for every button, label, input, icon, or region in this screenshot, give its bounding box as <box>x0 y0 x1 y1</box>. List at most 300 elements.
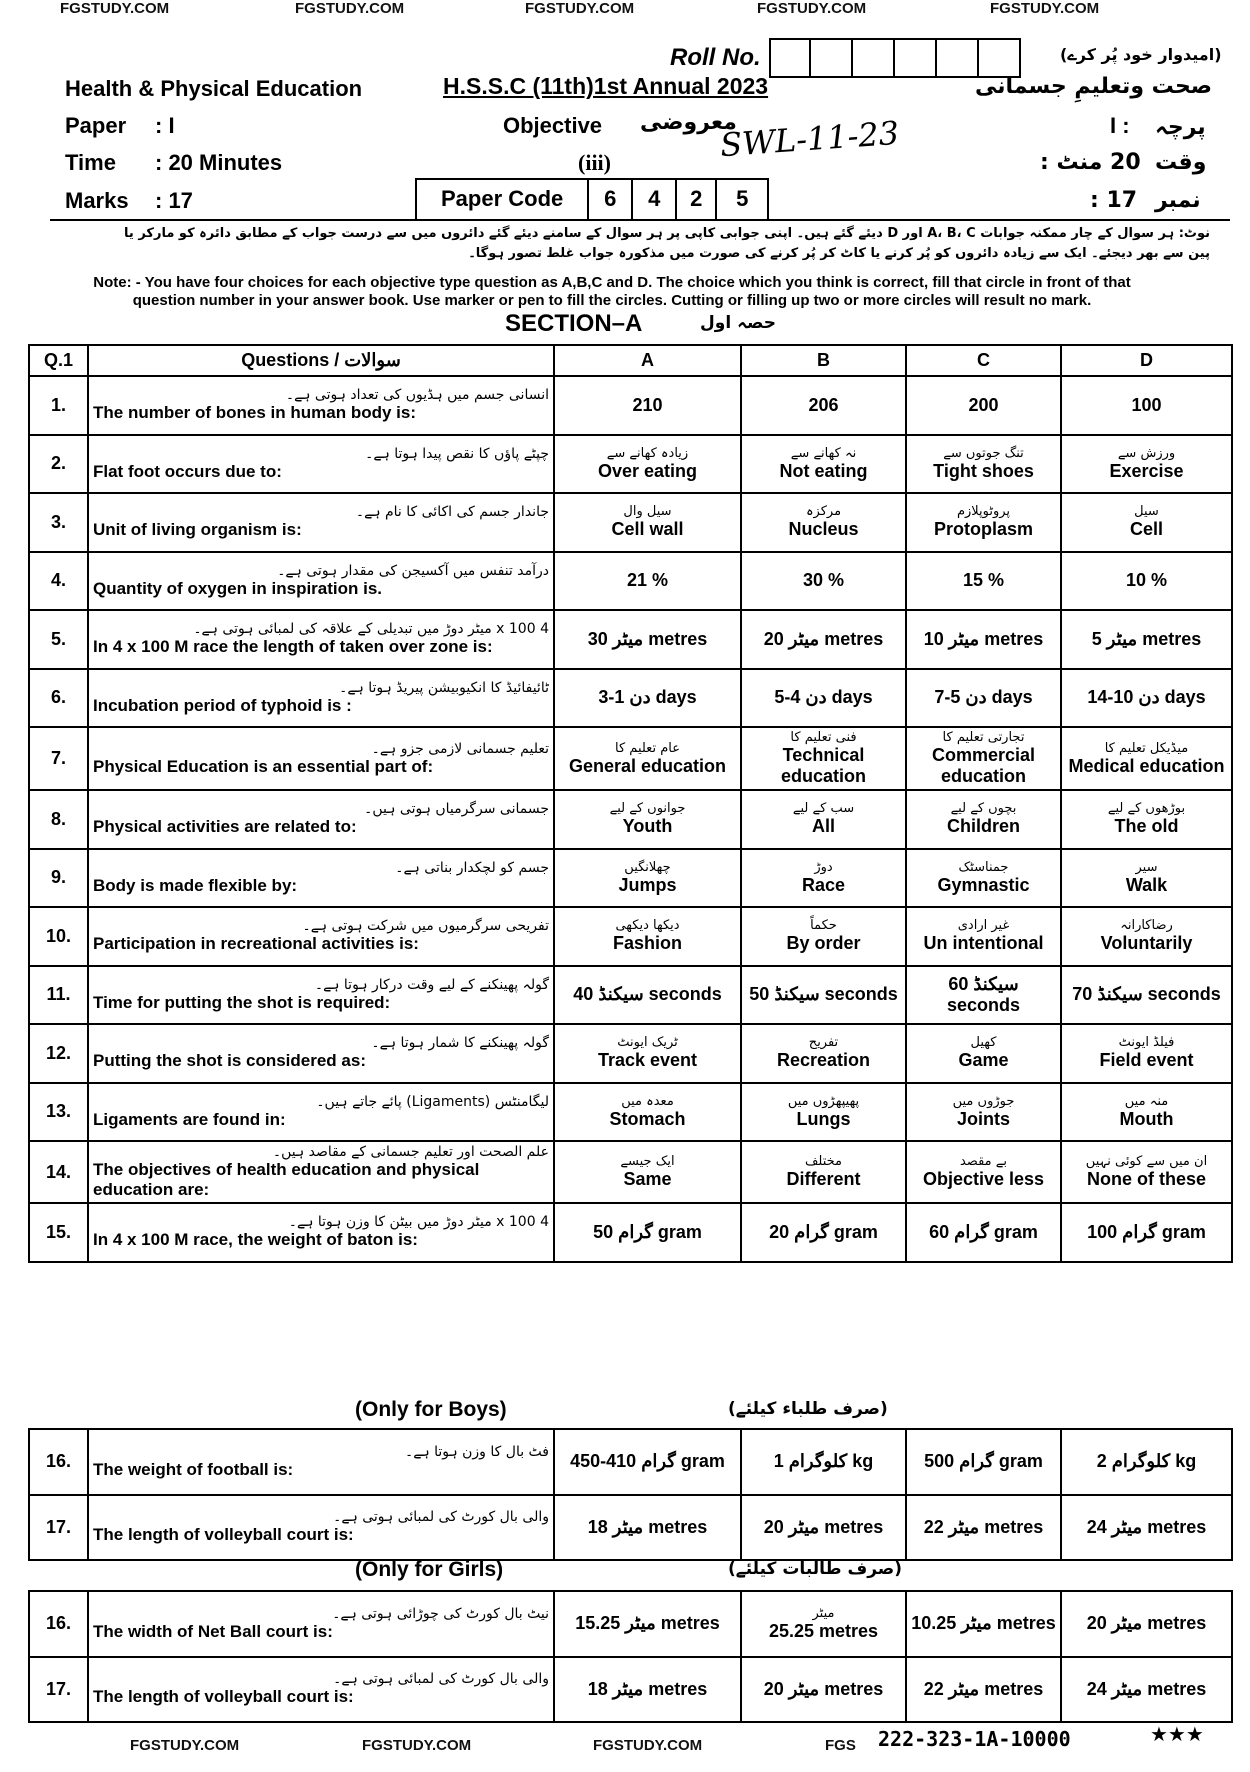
option-d <box>1061 790 1232 849</box>
boys-title-ur: (صرف طلباء کیلئے) <box>728 1399 888 1419</box>
subject-ur: صحت وتعلیمِ جسمانی <box>975 74 1213 99</box>
option-urdu: کھیل <box>970 1035 997 1051</box>
option-a <box>554 493 741 552</box>
option-urdu: رضاکارانہ <box>1120 918 1173 934</box>
option-urdu: دوڑ <box>814 859 833 875</box>
question-row <box>29 849 1232 908</box>
option-b <box>741 1141 906 1203</box>
footer-watermark: FGSTUDY.COM <box>130 1737 240 1754</box>
option-text: Lungs <box>796 1108 851 1129</box>
option-urdu: تنگ جوتوں سے <box>943 445 1024 461</box>
option-text: Joints <box>956 1108 1010 1129</box>
option-c <box>906 493 1061 552</box>
option-text: 30 % <box>802 570 845 591</box>
question-number: 4. <box>29 552 88 611</box>
question-text <box>88 790 554 849</box>
option-a <box>554 1203 741 1262</box>
option-b <box>741 669 906 728</box>
question-urdu: تفریحی سرگرمیوں میں شرکت ہوتی ہے۔ <box>302 918 549 935</box>
option-text: Cell wall <box>611 519 684 540</box>
option-text: Voluntarily <box>1100 933 1193 954</box>
option-text: دن 5-7 days <box>934 687 1033 708</box>
option-b <box>741 610 906 669</box>
question-urdu: گولہ پھینکنے کے لیے وقت درکار ہوتا ہے۔ <box>314 976 549 993</box>
option-text: گرام 50 gram <box>593 1221 702 1242</box>
question-english: Time for putting the shot is required: <box>93 992 391 1012</box>
option-b <box>741 849 906 908</box>
question-text <box>88 1591 554 1657</box>
option-text: Recreation <box>776 1050 871 1071</box>
option-d <box>1061 727 1232 790</box>
boys-title: (Only for Boys) <box>355 1398 507 1421</box>
paper-value: : I <box>155 113 175 138</box>
option-text: Tight shoes <box>933 460 1034 481</box>
option-d <box>1061 669 1232 728</box>
section-title-ur: حصہ اول <box>700 313 777 333</box>
option-urdu: مرکزہ <box>805 504 842 520</box>
question-english: In 4 x 100 M race, the weight of baton is: <box>93 1230 418 1250</box>
option-b <box>741 1203 906 1262</box>
question-english: Ligaments are found in: <box>93 1109 286 1129</box>
option-c <box>906 669 1061 728</box>
option-b <box>741 552 906 611</box>
question-text <box>88 435 554 494</box>
option-b <box>741 1495 906 1561</box>
option-text: Fashion <box>612 933 682 954</box>
question-number: 1. <box>29 376 88 435</box>
option-text: Track event <box>597 1050 698 1071</box>
option-text: میٹر 18 metres <box>587 1516 708 1537</box>
option-text: دن 4-5 days <box>774 687 873 708</box>
option-text: Children <box>946 816 1020 837</box>
option-c <box>906 966 1061 1025</box>
paper-ur-value: I : <box>1110 113 1130 138</box>
option-text: کلوگرام 2 kg <box>1096 1451 1197 1472</box>
question-urdu: والی بال کورٹ کی لمبائی ہوتی ہے۔ <box>333 1671 549 1688</box>
watermark: FGSTUDY.COM <box>60 0 170 17</box>
option-text: سیکنڈ 70 seconds <box>1072 984 1221 1005</box>
option-text: گرام 60 gram <box>929 1221 1038 1242</box>
watermark: FGSTUDY.COM <box>295 0 405 17</box>
option-text: گرام 100 gram <box>1087 1221 1206 1242</box>
question-row <box>29 376 1232 435</box>
option-text: General education <box>568 755 727 776</box>
question-english: Physical activities are related to: <box>93 817 357 837</box>
option-a <box>554 727 741 790</box>
question-urdu: ٹائیفائیڈ کا انکیوبیشن پیریڈ ہوتا ہے۔ <box>339 679 549 696</box>
option-urdu: تجارتی تعلیم کا <box>942 730 1025 745</box>
question-row <box>29 1203 1232 1262</box>
option-d <box>1061 610 1232 669</box>
objective-ur: معروضی <box>640 110 737 135</box>
question-english: The weight of football is: <box>93 1459 294 1479</box>
question-row <box>29 669 1232 728</box>
paper-ur: پرچہ <box>1155 115 1206 140</box>
header-a: A <box>554 345 741 376</box>
option-a <box>554 1083 741 1142</box>
option-text: میٹر 24 metres <box>1086 1516 1207 1537</box>
question-english: The length of volleyball court is: <box>93 1525 354 1545</box>
option-b <box>741 1657 906 1723</box>
question-english: In 4 x 100 M race the length of taken over zone is: <box>93 637 493 657</box>
header-b: B <box>741 345 906 376</box>
paper-code-digit: 2 <box>677 180 717 220</box>
option-urdu: زیادہ کھانے سے <box>606 445 689 461</box>
roll-number <box>670 38 1021 78</box>
question-english: The objectives of health education and physical education are: <box>93 1160 480 1199</box>
option-text: Different <box>786 1169 861 1189</box>
option-d <box>1061 552 1232 611</box>
option-d <box>1061 1203 1232 1262</box>
question-english: Quantity of oxygen in inspiration is. <box>93 578 383 598</box>
question-text <box>88 1083 554 1142</box>
option-text: Exercise <box>1109 460 1184 481</box>
option-text: Nucleus <box>788 519 859 540</box>
option-a <box>554 1657 741 1723</box>
option-a <box>554 907 741 966</box>
header-d: D <box>1061 345 1232 376</box>
option-urdu: پروٹوپلازم <box>956 504 1011 520</box>
question-number: 12. <box>29 1024 88 1083</box>
option-urdu: حکماً <box>810 918 837 934</box>
question-urdu: والی بال کورٹ کی لمبائی ہوتی ہے۔ <box>333 1509 549 1526</box>
option-text: Not eating <box>779 460 868 481</box>
time-ur-value: 20 منٹ : <box>1040 150 1141 175</box>
header-qno: Q.1 <box>29 345 88 376</box>
option-text: میٹر 22 metres <box>923 1516 1044 1537</box>
option-urdu: سیل <box>1134 504 1159 520</box>
option-text: دن 10-14 days <box>1087 687 1206 708</box>
header-c: C <box>906 345 1061 376</box>
option-text: کلوگرام 1 kg <box>773 1451 874 1472</box>
question-urdu: چپٹے پاؤں کا نقص پیدا ہوتا ہے۔ <box>365 445 549 462</box>
question-text <box>88 669 554 728</box>
option-d <box>1061 1141 1232 1203</box>
question-row <box>29 966 1232 1025</box>
question-number: 8. <box>29 790 88 849</box>
option-c <box>906 727 1061 790</box>
option-c <box>906 849 1061 908</box>
question-number: 14. <box>29 1141 88 1203</box>
option-text: 15 % <box>962 570 1005 591</box>
option-a <box>554 610 741 669</box>
option-text: میٹر 20 metres <box>763 1678 884 1699</box>
note-urdu: نوٹ: ہر سوال کے چار ممکنہ جوابات A، B، C اور D دیئے گئے ہیں۔ اپنی جوابی کاپی پر ہر سوال کے سامنے دیئے گئے دائروں میں سے درست جواب کے مطابق دائرہ کو مارکر یا پین سے بھر دیجئے۔ ایک سے زیادہ دائروں کو پُر کرنے یا کاٹ کر پُر کرنے کی صورت میں مذکورہ جواب غلط تصور ہوگا۔ <box>124 226 1210 261</box>
option-urdu: بے مقصد <box>959 1154 1007 1169</box>
option-d <box>1061 907 1232 966</box>
option-c <box>906 1203 1061 1262</box>
marks-label: Marks <box>65 188 129 213</box>
option-b <box>741 435 906 494</box>
option-c <box>906 1083 1061 1142</box>
option-c <box>906 907 1061 966</box>
option-text: Mouth <box>1119 1108 1174 1129</box>
option-text: By order <box>786 933 861 954</box>
option-text: The old <box>1114 816 1179 837</box>
option-urdu: ورزش سے <box>1117 445 1176 461</box>
question-number: 11. <box>29 966 88 1025</box>
option-text: 21 % <box>626 570 669 591</box>
option-c <box>906 1141 1061 1203</box>
paper-code-box <box>415 178 769 220</box>
option-d <box>1061 1495 1232 1561</box>
option-text: Objective less <box>922 1169 1045 1189</box>
option-d <box>1061 1024 1232 1083</box>
option-urdu: چھلانگیں <box>624 859 671 875</box>
question-urdu: علم الصحت اور تعلیم جسمانی کے مقاصد ہیں۔ <box>272 1144 549 1160</box>
question-english: Putting the shot is considered as: <box>93 1051 366 1071</box>
option-urdu: جوانوں کے لیے <box>609 801 686 817</box>
question-urdu: لیگامنٹس (Ligaments) پائے جاتے ہیں۔ <box>316 1093 549 1110</box>
option-urdu: بچوں کے لیے <box>950 801 1017 817</box>
option-text: 100 <box>1131 394 1162 415</box>
question-number: 17. <box>29 1657 88 1723</box>
question-row <box>29 907 1232 966</box>
option-text: Protoplasm <box>933 519 1034 540</box>
footer-watermark: FGS <box>825 1737 856 1754</box>
option-c <box>906 1591 1061 1657</box>
option-text: گرام 410-450 gram <box>570 1451 725 1472</box>
question-row <box>29 1591 1232 1657</box>
option-urdu: معدہ میں <box>621 1093 674 1109</box>
option-a <box>554 376 741 435</box>
option-text: میٹر 22 metres <box>923 1678 1044 1699</box>
option-c <box>906 1657 1061 1723</box>
option-text: None of these <box>1086 1169 1206 1189</box>
question-urdu: جاندار جسم کی اکائی کا نام ہے۔ <box>355 504 549 521</box>
option-text: Un intentional <box>923 933 1044 954</box>
option-b <box>741 966 906 1025</box>
option-c <box>906 1024 1061 1083</box>
question-text <box>88 493 554 552</box>
option-text: Jumps <box>618 874 677 895</box>
option-urdu: فیلڈ ایونٹ <box>1118 1035 1175 1051</box>
option-d <box>1061 1083 1232 1142</box>
question-text <box>88 610 554 669</box>
girls-table <box>28 1590 1233 1723</box>
option-urdu: دیکھا دیکھی <box>615 918 680 934</box>
roll-label: Roll No. <box>670 44 761 71</box>
option-c <box>906 552 1061 611</box>
question-row <box>29 790 1232 849</box>
question-number: 13. <box>29 1083 88 1142</box>
option-urdu: سب کے لیے <box>792 801 855 817</box>
question-urdu: نیٹ بال کورٹ کی چوڑائی ہوتی ہے۔ <box>332 1605 549 1622</box>
option-b <box>741 907 906 966</box>
option-b <box>741 1591 906 1657</box>
marks-ur: نمبر <box>1155 188 1201 213</box>
option-a <box>554 552 741 611</box>
option-text: میٹر 10 metres <box>923 628 1044 649</box>
paper-code-digit: 6 <box>589 180 633 220</box>
footer-watermark: FGSTUDY.COM <box>593 1737 703 1754</box>
girls-title-ur: (صرف طالبات کیلئے) <box>728 1559 902 1579</box>
option-c <box>906 790 1061 849</box>
question-urdu: گولہ پھینکنے کا شمار ہوتا ہے۔ <box>371 1035 549 1052</box>
question-english: Physical Education is an essential part of: <box>93 756 434 776</box>
question-text <box>88 1141 554 1203</box>
question-urdu: جسمانی سرگرمیاں ہوتی ہیں۔ <box>364 801 549 818</box>
option-text: All <box>811 816 835 837</box>
paper-code-label: Paper Code <box>417 180 589 220</box>
option-text: Walk <box>1125 874 1168 895</box>
question-text <box>88 966 554 1025</box>
question-english: The number of bones in human body is: <box>93 403 417 423</box>
option-urdu: ایک جیسے <box>620 1154 675 1169</box>
paper-serial-code: 222-323-1A-10000 <box>878 1727 1071 1751</box>
question-english: The length of volleyball court is: <box>93 1687 354 1707</box>
exam-title: H.S.S.C (11th)1st Annual 2023 <box>443 73 769 99</box>
option-text: میٹر 15.25 metres <box>575 1613 720 1634</box>
option-text: Medical education <box>1068 755 1225 776</box>
question-english: Unit of living organism is: <box>93 520 302 540</box>
option-text: Stomach <box>609 1108 686 1129</box>
header-questions: Questions / سوالات <box>88 345 554 376</box>
watermark: FGSTUDY.COM <box>757 0 867 17</box>
question-row <box>29 1083 1232 1142</box>
question-row <box>29 552 1232 611</box>
question-number: 9. <box>29 849 88 908</box>
girls-title: (Only for Girls) <box>355 1558 504 1581</box>
option-text: میٹر 20 metres <box>763 1516 884 1537</box>
marks-value: : 17 <box>155 188 193 213</box>
question-number: 15. <box>29 1203 88 1262</box>
marks-ur-value: 17 : <box>1090 188 1138 213</box>
section-title: SECTION–A <box>505 310 643 337</box>
question-urdu: فٹ بال کا وزن ہوتا ہے۔ <box>405 1443 549 1460</box>
question-row <box>29 1429 1232 1495</box>
option-text: Game <box>958 1050 1009 1071</box>
option-d <box>1061 1657 1232 1723</box>
option-text: Race <box>801 874 846 895</box>
question-row <box>29 1141 1232 1203</box>
question-urdu: تعلیم جسمانی لازمی جزو ہے۔ <box>371 740 549 757</box>
handwritten-code: SWL-11-23 <box>718 113 901 165</box>
question-text <box>88 727 554 790</box>
stars: ★★★ <box>1150 1724 1204 1746</box>
option-text: میٹر 30 metres <box>587 628 708 649</box>
question-number: 16. <box>29 1429 88 1495</box>
option-c <box>906 435 1061 494</box>
set-number: (iii) <box>578 150 611 175</box>
option-d <box>1061 966 1232 1025</box>
option-text: Cell <box>1129 519 1163 540</box>
option-urdu: نہ کھانے سے <box>790 445 857 461</box>
option-urdu: پھیپھڑوں میں <box>787 1093 860 1109</box>
option-c <box>906 376 1061 435</box>
option-a <box>554 790 741 849</box>
option-b <box>741 376 906 435</box>
option-urdu: عام تعلیم کا <box>615 740 680 756</box>
option-text: سیکنڈ 40 seconds <box>573 984 722 1005</box>
option-text: Commercial education <box>931 745 1036 786</box>
option-text: Gymnastic <box>937 874 1030 895</box>
option-urdu: مختلف <box>804 1154 843 1169</box>
note-english: Note: - You have four choices for each objective type question as A,B,C and D. The choice which you think is correct, fill that circle in front of that question number in your answer book. Use marker or pen to fill the circles. Cutting or filling up two or more circles will result no mark. <box>93 274 1131 309</box>
question-text <box>88 552 554 611</box>
question-english: Incubation period of typhoid is : <box>93 695 352 715</box>
question-text <box>88 1203 554 1262</box>
question-row <box>29 493 1232 552</box>
questions-table <box>28 344 1233 1263</box>
divider <box>50 219 1230 221</box>
question-row <box>29 1024 1232 1083</box>
question-row <box>29 1495 1232 1561</box>
option-urdu: جوڑوں میں <box>952 1093 1015 1109</box>
option-c <box>906 610 1061 669</box>
option-urdu: بوڑھوں کے لیے <box>1107 801 1186 817</box>
option-urdu: غیر ارادی <box>957 918 1010 934</box>
option-a <box>554 1141 741 1203</box>
option-a <box>554 435 741 494</box>
question-number: 10. <box>29 907 88 966</box>
option-c <box>906 1429 1061 1495</box>
question-urdu: 4 x 100 میٹر دوڑ میں بیٹن کا وزن ہوتا ہے۔ <box>288 1214 549 1231</box>
question-text <box>88 376 554 435</box>
option-urdu: ان میں سے کوئی نہیں <box>1085 1154 1208 1169</box>
option-b <box>741 493 906 552</box>
roll-note: (امیدوار خود پُر کرے) <box>1060 45 1222 64</box>
question-english: Body is made flexible by: <box>93 875 298 895</box>
option-c <box>906 1495 1061 1561</box>
paper-code-digit: 5 <box>736 186 749 211</box>
option-b <box>741 790 906 849</box>
option-text: میٹر 18 metres <box>587 1678 708 1699</box>
roll-boxes[interactable] <box>769 38 1021 78</box>
paper-label: Paper <box>65 113 127 138</box>
option-b <box>741 1083 906 1142</box>
question-row <box>29 727 1232 790</box>
option-text: Youth <box>622 816 673 837</box>
option-a <box>554 849 741 908</box>
question-english: Flat foot occurs due to: <box>93 461 282 481</box>
option-d <box>1061 849 1232 908</box>
question-number: 17. <box>29 1495 88 1561</box>
option-text: سیکنڈ 60 seconds <box>946 973 1021 1015</box>
question-number: 7. <box>29 727 88 790</box>
subject-en: Health & Physical Education <box>65 76 363 101</box>
option-text: گرام 20 gram <box>769 1221 878 1242</box>
option-text: 210 <box>632 394 663 415</box>
question-row <box>29 610 1232 669</box>
time-label: Time <box>65 150 116 175</box>
option-b <box>741 1429 906 1495</box>
option-text: Field event <box>1099 1050 1194 1071</box>
option-urdu: سیل وال <box>623 504 672 520</box>
question-text <box>88 1024 554 1083</box>
option-a <box>554 1495 741 1561</box>
question-urdu: انسانی جسم میں ہڈیوں کی تعداد ہوتی ہے۔ <box>285 387 549 404</box>
question-number: 2. <box>29 435 88 494</box>
option-a <box>554 1429 741 1495</box>
option-text: میٹر 20 metres <box>1086 1613 1207 1634</box>
option-text: 10 % <box>1125 570 1168 591</box>
objective-label: Objective <box>503 113 603 138</box>
question-text <box>88 1495 554 1561</box>
option-a <box>554 669 741 728</box>
option-text: دن 1-3 days <box>598 687 697 708</box>
option-text: Over eating <box>597 460 698 481</box>
option-urdu: ٹریک ایونٹ <box>617 1035 678 1051</box>
option-b <box>741 727 906 790</box>
question-text <box>88 1657 554 1723</box>
question-urdu: درآمد تنفس میں آکسیجن کی مقدار ہوتی ہے۔ <box>277 562 549 579</box>
question-urdu: 4 x 100 میٹر دوڑ میں تبدیلی کے علاقہ کی لمبائی ہوتی ہے۔ <box>193 621 549 638</box>
option-urdu: منہ میں <box>1124 1093 1169 1109</box>
option-urdu: میڈیکل تعلیم کا <box>1104 740 1189 756</box>
option-d <box>1061 435 1232 494</box>
time-value: : 20 Minutes <box>155 150 283 175</box>
